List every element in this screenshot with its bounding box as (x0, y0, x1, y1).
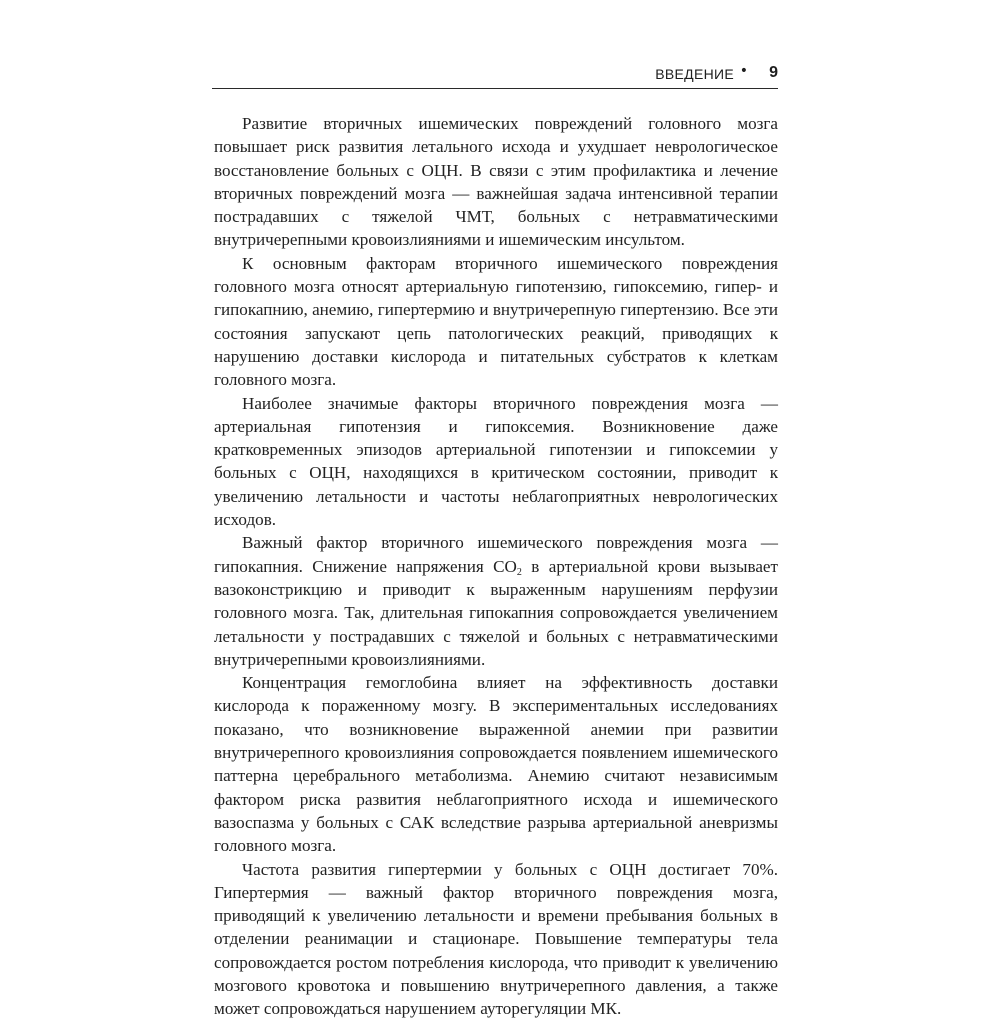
paragraph-3: Наиболее значимые факторы вторичного повреждения мозга — артериальная гипотензия и гипоксемия. Возникновение даже кратковременных эпизодов артериальной гипотензии и гипоксемии у больных с ОЦН, находящихся в критическом состоянии, приводит к увеличению летальности и частоты неблагоприятных неврологических исходов. (214, 393, 778, 530)
header-bullet: • (739, 63, 748, 79)
paragraph-1: Развитие вторичных ишемических повреждений головного мозга повышает риск развития летального исхода и ухудшает неврологическое восстановление больных с ОЦН. В связи с этим профилактика и лечение вторичных повреждений мозга — важнейшая задача интенсивной терапии пострадавших с тяжелой ЧМТ, больных с нетравматическими внутричерепными кровоизлияниями и ишемическим инсультом. (214, 114, 778, 250)
co2-subscript: 2 (516, 566, 522, 578)
paragraph-4 (214, 531, 778, 671)
paragraph-4-text-after: в артериальной крови вызывает вазоконстрикцию и приводит к выраженным нарушениям перфузии головного мозга. Так, длительная гипокапния сопровождается увеличением летальности у пострадавших с тяжелой и больных с нетравматическими внутричерепными кровоизлияниями. (214, 556, 778, 669)
paragraph-2: К основным факторам вторичного ишемического повреждения головного мозга относят артериальную гипотензию, гипоксемию, гипер- и гипокапнию, анемию, гипертермию и внутричерепную гипертензию. Все эти состояния запускают цепь патологических реакций, приводящих к нарушению доставки кислорода и питательных субстратов к клеткам головного мозга. (214, 253, 778, 390)
page-number: 9 (769, 64, 778, 81)
section-title: ВВЕДЕНИЕ (655, 66, 734, 82)
running-header (212, 60, 778, 89)
body-text (214, 112, 778, 1021)
paragraph-5: Концентрация гемоглобина влияет на эффективность доставки кислорода к пораженному мозгу. В экспериментальных исследованиях показано, что возникновение выраженной анемии при развитии внутричерепного кровоизлияния сопровождается появлением ишемического паттерна церебрального метаболизма. Анемию считают независимым фактором риска развития неблагоприятного исхода и ишемического вазоспазма у больных с САК вследствие разрыва артериальной аневризмы головного мозга. (214, 673, 778, 856)
paragraph-4-text-before: Важный фактор вторичного ишемического повреждения мозга — гипокапния. Снижение напряжения СО (214, 533, 778, 576)
paragraph-6: Частота развития гипертермии у больных с ОЦН достигает 70%. Гипертермия — важный фактор вторичного повреждения мозга, приводящий к увеличению летальности и времени пребывания больных в отделении реанимации и стационаре. Повышение температуры тела сопровождается ростом потребления кислорода, что приводит к увеличению мозгового кровотока и повышению внутричерепного давления, а также может сопровождаться нарушением ауторегуляции МК. (214, 859, 778, 1019)
